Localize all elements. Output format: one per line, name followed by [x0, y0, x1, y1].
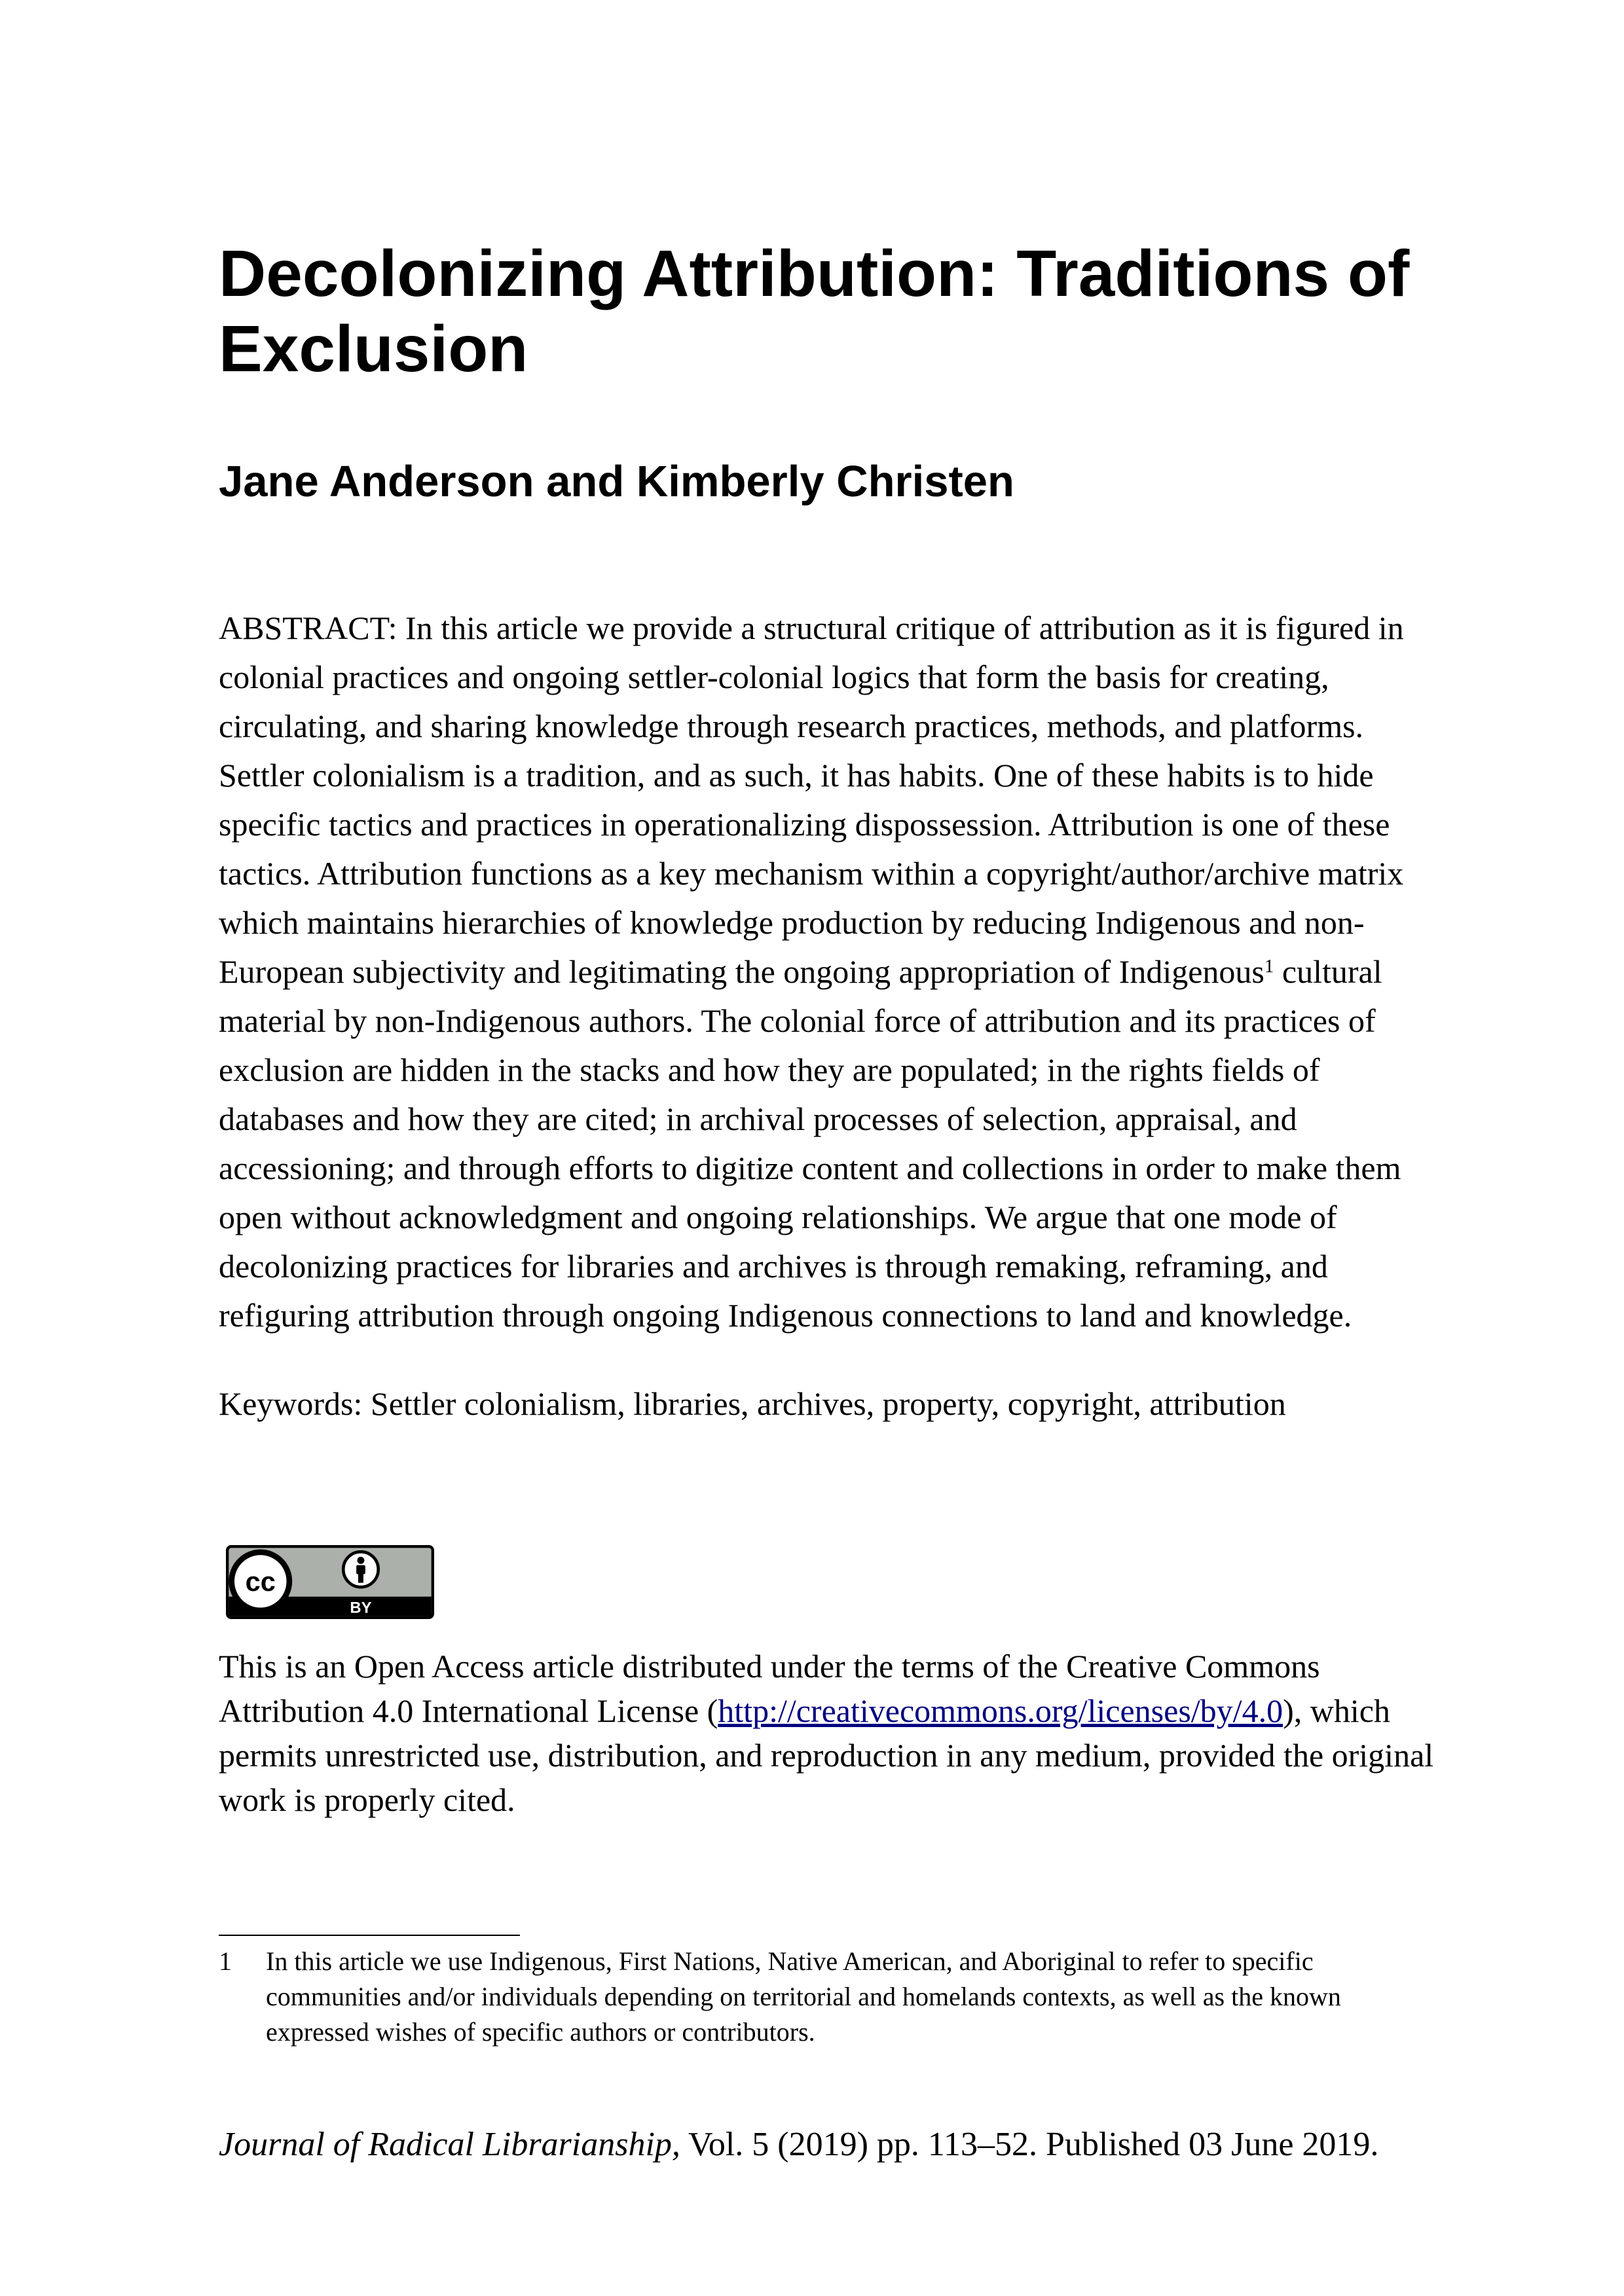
abstract-line: specific tactics and practices in operationalizing dispossession. Attribution is one of these — [219, 806, 1390, 843]
abstract-line-text: cultural — [1274, 953, 1382, 990]
cc-logo-text: cc — [245, 1565, 276, 1597]
footnote-line: communities and/or individuals depending on territorial and homelands contexts, as well as the known — [266, 1982, 1341, 2011]
journal-citation — [219, 2122, 1378, 2168]
footnote-line: expressed wishes of specific authors or contributors. — [266, 2017, 815, 2047]
article-title — [219, 236, 1409, 387]
abstract-line: circulating, and sharing knowledge through research practices, methods, and platforms. — [219, 708, 1364, 744]
keywords: Keywords: Settler colonialism, libraries, archives, property, copyright, attribution — [219, 1385, 1286, 1422]
footnote-reference: 1 — [1264, 956, 1274, 977]
badge-by-label: BY — [350, 1599, 372, 1617]
license-line — [219, 1688, 1433, 1733]
abstract-line: open without acknowledgment and ongoing relationships. We argue that one mode of — [219, 1199, 1337, 1235]
footnote-number: 1 — [219, 1946, 232, 1976]
abstract — [219, 604, 1404, 1340]
abstract-line: decolonizing practices for libraries and archives is through remaking, reframing, and — [219, 1248, 1328, 1285]
abstract-line: databases and how they are cited; in archival processes of selection, appraisal, and — [219, 1101, 1297, 1137]
abstract-line: tactics. Attribution functions as a key mechanism within a copyright/author/archive matrix — [219, 855, 1404, 892]
footnote-line: In this article we use Indigenous, First Nations, Native American, and Aboriginal to refer to specific — [266, 1946, 1314, 1976]
license-line-text: ), which — [1283, 1692, 1390, 1729]
abstract-line — [219, 947, 1404, 996]
journal-name: Journal of Radical Librarianship, — [219, 2126, 680, 2163]
article-title-line: Exclusion — [219, 312, 528, 386]
abstract-line: refiguring attribution through ongoing Indigenous connections to land and knowledge. — [219, 1297, 1352, 1334]
abstract-line: which maintains hierarchies of knowledge production by reducing Indigenous and non- — [219, 904, 1365, 941]
license-line: This is an Open Access article distributed under the terms of the Creative Commons — [219, 1648, 1320, 1685]
license-link[interactable]: http://creativecommons.org/licenses/by/4.0 — [718, 1692, 1283, 1729]
license-line-text: Attribution 4.0 International License ( — [219, 1692, 718, 1729]
abstract-line: colonial practices and ongoing settler-colonial logics that form the basis for creating, — [219, 659, 1329, 695]
footnote-separator — [219, 1935, 520, 1936]
license-line: work is properly cited. — [219, 1781, 515, 1818]
abstract-line: material by non-Indigenous authors. The colonial force of attribution and its practices of — [219, 1002, 1376, 1039]
cc-by-license-badge — [226, 1545, 434, 1619]
citation-details: Vol. 5 (2019) pp. 113–52. Published 03 June 2019. — [680, 2126, 1379, 2163]
attribution-person-icon — [343, 1552, 378, 1587]
abstract-line: ABSTRACT: In this article we provide a structural critique of attribution as it is figured in — [219, 610, 1404, 646]
cc-by-icon — [226, 1545, 434, 1619]
abstract-line: exclusion are hidden in the stacks and how they are populated; in the rights fields of — [219, 1051, 1320, 1088]
license-statement — [219, 1644, 1433, 1822]
article-title-line: Decolonizing Attribution: Traditions of — [219, 237, 1410, 310]
abstract-line-text: European subjectivity and legitimating the ongoing appropriation of Indigenous — [219, 953, 1264, 990]
article-authors: Jane Anderson and Kimberly Christen — [219, 457, 1014, 506]
abstract-line: Settler colonialism is a tradition, and as such, it has habits. One of these habits is to hide — [219, 757, 1374, 793]
abstract-line: accessioning; and through efforts to digitize content and collections in order to make them — [219, 1150, 1401, 1186]
footnote-text — [266, 1944, 1341, 2050]
license-line: permits unrestricted use, distribution, and reproduction in any medium, provided the original — [219, 1737, 1434, 1774]
